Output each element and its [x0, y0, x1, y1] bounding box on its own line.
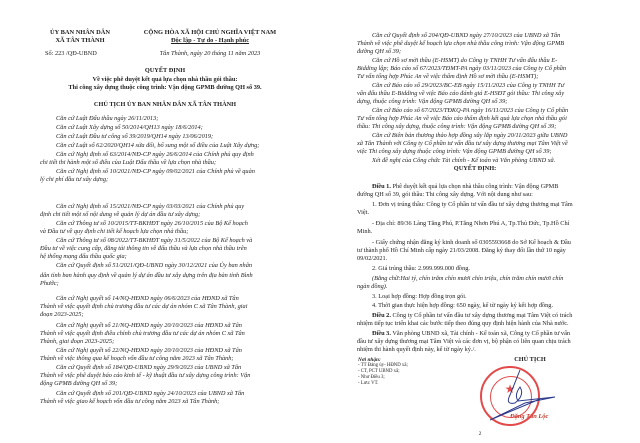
basis-line: dân tỉnh ban hành quy định về quản lý dự án đầu tư xây dựng trên địa bàn tỉnh Bình	[40, 272, 253, 279]
basis-line: đoạn 2023-2025;	[40, 311, 84, 318]
decision-heading: QUYẾT ĐỊNH:	[453, 165, 497, 172]
basis-line: Thành về việc phê duyệt báo cáo kinh tế - kỹ thuật đầu tư xây dựng công trình: Vận	[40, 372, 251, 379]
basis-line: Căn cứ Báo cáo số 67/2023/TĐKQ-PA ngày 16/11/2023 của Công ty Cổ phần	[372, 107, 569, 114]
article-2	[372, 312, 572, 320]
business-license-line3: 09/02/2021.	[357, 255, 388, 262]
price-in-words: (Bằng chữ:Hai tỷ, chín trăm chín mươi chín triệu, chín trăm chín mươi chín	[372, 275, 564, 282]
article-2-line2: nhiệm tiếp tục triển khai các bước tiếp theo đúng quy định hiện hành của Nhà nước.	[357, 320, 569, 327]
contract-type: 3. Loại hợp đồng: Hợp đồng trọn gói.	[372, 293, 467, 300]
basis-line: xã Tân Thành với Công ty Cổ phần tư vấn đầu tư xây dựng thương mại Tâm Việt về	[357, 140, 568, 147]
winning-price: 2. Giá trúng thầu: 2.999.999.000 đồng.	[372, 265, 470, 272]
place-date: Tân Thành, ngày 20 tháng 11 năm 2023	[159, 50, 261, 57]
contract-duration: 4. Thời gian thực hiện hợp đồng: 650 ngày, kể từ ngày ký kết hợp đồng.	[372, 302, 554, 309]
recipient-item: - TT Đảng ủy- HĐND xã;	[358, 363, 408, 368]
document-number: Số: 223 /QĐ-UBND	[45, 50, 97, 57]
basis-line: việc Thi công xây dựng thuộc công trình: Vận động GPMB đường QH số 39;	[357, 148, 552, 155]
basis-line: vấn đấu thầu E-Bidding về việc Báo cáo đánh giá E-HSĐT gói thầu: Thi công xây	[357, 90, 565, 97]
subject-line1: Về việc phê duyệt kết quả lựa chọn nhà thầu gói thầu:	[92, 76, 238, 83]
basis-line: động GPMB đường QH số 39;	[40, 380, 118, 387]
basis-line: Tư vấn tổng hợp Phúc An về việc thẩm định Hồ sơ mời thầu (E-HSMT);	[357, 73, 539, 80]
doc-type-title: QUYẾT ĐỊNH	[144, 67, 186, 74]
official-seal-icon: ★	[480, 366, 540, 426]
basis-line: Căn cứ Luật Đầu tư công số 39/2019/QH14 ngày 13/06/2019;	[56, 133, 214, 140]
handwritten-signature-icon	[470, 365, 570, 425]
basis-line: Căn cứ Quyết định số 51/2021/QĐ-UBND ngày 30/12/2021 của Ủy ban nhân	[56, 262, 252, 269]
basis-line: Căn cứ Nghị quyết số 14/NQ-HĐND ngày 06/6/2023 của HĐND xã Tân	[56, 295, 239, 302]
basis-line: Căn cứ Nghị định số 15/2021/NĐ-CP ngày 03/03/2021 của Chính phủ quy	[56, 203, 245, 210]
page-number: 2	[478, 431, 482, 437]
article-1-line2: đường QH số 39, gói thầu: Thi công xây dựng. Với nội dung như sau:	[357, 191, 533, 198]
recipient-item: - CT, PCT UBND xã;	[358, 369, 400, 374]
winning-bidder-line2: Việt.	[357, 209, 370, 216]
recipient-item: - Lưu: VT.	[358, 381, 379, 386]
basis-line: định chi tiết một số nội dung về quản lý dự án đầu tư xây dựng;	[40, 211, 201, 218]
basis-line: và Đầu tư về quy định chi tiết kế hoạch lựa chọn nhà thầu;	[40, 228, 189, 235]
winning-bidder: 1. Đơn vị trúng thầu: Công ty Cổ phần tư vấn đầu tư xây dựng thương mại Tâm	[372, 201, 573, 208]
basis-line: Thành, giai đoạn 2023-2025;	[40, 338, 115, 345]
basis-line: Căn cứ Luật số 62/2020/QH14 sửa đổi, bổ sung một số điều của Luật Xây dựng;	[56, 142, 260, 149]
basis-line: Bidding lập; Báo cáo số 67/2023/TĐMT-PA ngày 03/11/2023 của Công ty Cổ phần	[357, 65, 567, 72]
basis-line: Căn cứ Nghị định số 63/2014/NĐ-CP ngày 26/6/2014 của Chính phủ quy định	[56, 151, 254, 158]
basis-line: Căn cứ Nghị quyết số 22/NQ-HĐND ngày 20/10/2023 của HĐND xã Tân	[56, 347, 242, 354]
basis-line: Căn cứ Luật Xây dựng số 50/2014/QH13 ngày 18/6/2014;	[56, 124, 203, 131]
article-2-label: Điều 2.	[372, 312, 391, 319]
article-3	[372, 330, 570, 338]
basis-line: thầu: Thi công xây dựng, thuộc công trình: Vận động GPMB đường QH số 39;	[357, 123, 557, 130]
basis-line: dựng, thuộc công trình: Vận động GPMB đường QH số 39;	[357, 98, 508, 105]
basis-line: Thành về việc quyết định điều chỉnh chủ trương đầu tư các dự án nhóm C xã Tân	[40, 330, 245, 337]
basis-line: Căn cứ Nghị quyết số 21/NQ-HĐND ngày 20/10/2023 của HĐND xã Tân	[56, 322, 242, 329]
basis-line: đường QH số 39;	[357, 48, 402, 55]
basis-line: Tư vấn tổng hợp Phúc An về việc Báo cáo thẩm định kết quả lựa chọn nhà thầu gói	[357, 115, 567, 122]
org-name-line1: ỦY BAN NHÂN DÂN	[50, 29, 110, 36]
signer-name: Đặng Tấn Lộc	[510, 413, 549, 420]
article-3-line3: nhiệm thi hành quyết định này, kể từ ngày ký./.	[357, 346, 476, 353]
article-2-text: Công ty Cổ phần tư vấn đầu tư xây dựng thương mại Tâm Việt có trách	[390, 312, 573, 319]
article-3-text: Văn phòng UBND xã, Tài chính - Kế toán xã, Công ty Cổ phần tư vấn	[390, 330, 571, 337]
price-in-words-line2: ngàn đồng).	[357, 283, 388, 290]
basis-line: Căn cứ Luật Đấu thầu ngày 26/11/2013;	[56, 115, 159, 122]
motto: Độc lập - Tự do - Hạnh phúc	[170, 37, 250, 44]
article-3-label: Điều 3.	[372, 330, 391, 337]
nation-title: CỘNG HÒA XÃ HỘI CHỦ NGHĨA VIỆT NAM	[143, 29, 277, 36]
bidder-address-line2: Minh.	[357, 228, 373, 235]
basis-line: Căn cứ Thông tư số 08/2022/TT-BKHĐT ngày 31/5/2022 của Bộ Kế hoạch và	[56, 237, 253, 244]
basis-line: chi tiết thi hành một số điều của Luật Đấu thầu về lựa chọn nhà thầu;	[40, 159, 217, 166]
basis-line: Thành về việc giao kế hoạch vốn đầu tư công năm 2023 xã Tân Thành;	[40, 398, 220, 405]
basis-line: Căn cứ Quyết định số 184/QĐ-UBND ngày 29/9/2023 của UBND xã Tân	[56, 364, 242, 371]
basis-line: Phước;	[40, 280, 59, 287]
basis-line: lý chi phí đầu tư xây dựng;	[40, 176, 109, 183]
basis-line: Căn cứ Nghị định số 10/2021/NĐ-CP ngày 09/02/2021 của Chính phủ về quản	[56, 168, 255, 175]
basis-line: hệ thống mạng đấu thầu quốc gia;	[40, 253, 127, 260]
basis-line: Căn cứ Biên bản thương thảo hợp đồng xây lắp ngày 20/11/2023 giữa UBND	[372, 132, 568, 139]
signer-title: CHỦ TỊCH	[514, 356, 546, 363]
org-name-line2: XÃ TÂN THÀNH	[55, 37, 105, 44]
subject-line2: Thi công xây dựng thuộc công trình: Vận động GPMB đường QH số 39.	[68, 84, 262, 91]
basis-line: Đầu tư về việc cung cấp, đăng tải thông tin về đấu thầu và lựa chọn nhà thầu trên	[40, 245, 247, 252]
article-1	[372, 183, 558, 191]
basis-line: Thành về việc phê duyệt kế hoạch lựa chọn nhà thầu công trình: Vận động GPMB	[357, 40, 565, 47]
authority-title: CHỦ TỊCH ỦY BAN NHÂN DÂN XÃ TÂN THÀNH	[93, 101, 237, 108]
basis-line: Xét đề nghị của Công chức Tài chính - Kế toán và Văn phòng UBND xã.	[372, 157, 556, 164]
basis-line: Căn cứ Hồ sơ mời thầu (E-HSMT) do Công ty TNHH Tư vấn đấu thầu E-	[372, 57, 558, 64]
article-1-label: Điều 1.	[372, 183, 391, 190]
business-license-line2: tư thành phố Hồ Chí Minh cấp ngày 21/03/2008. Đăng ký thay đổi lần thứ 10 ngày	[357, 247, 566, 254]
basis-line: Căn cứ Báo cáo số 29/2023/BC-EB ngày 15/11/2023 của Công ty TNHH Tư	[372, 82, 565, 89]
basis-line: Thành về việc thông qua kế hoạch vốn đầu tư công năm 2023 xã Tân Thành;	[40, 355, 234, 362]
basis-line: Căn cứ Quyết định số 204/QĐ-UBND ngày 27/10/2023 của UBND xã Tân	[372, 32, 561, 39]
basis-line: Căn cứ Thông tư số 10/2015/TT-BKHĐT ngày 26/10/2015 của Bộ Kế hoạch	[56, 220, 248, 227]
recipients-label: Nơi nhận:	[358, 357, 381, 363]
business-license: - Giấy chứng nhận đăng ký kinh doanh số 0305593668 do Sở Kế hoạch & Đầu	[372, 239, 571, 246]
basis-line: Thành về việc quyết định chủ trương đầu tư các dự án nhóm C xã Tân Thành, giai	[40, 303, 248, 310]
article-3-line2: đầu tư xây dựng thương mại Tâm Việt và các đơn vị, bộ phận có liên quan chịu trách	[357, 338, 571, 345]
article-1-text: Phê duyệt kết quả lựa chọn nhà thầu công trình: Vận động GPMB	[390, 183, 559, 190]
recipient-item: - Như Điều 3;	[358, 375, 385, 380]
bidder-address: - Địa chỉ: 89/36 Làng Tăng Phú, P.Tăng Nhơn Phú A, Tp.Thủ Đức, Tp.Hồ Chí	[372, 220, 570, 227]
basis-line: Căn cứ Quyết định số 201/QĐ-UBND ngày 24/10/2023 của UBND xã Tân	[56, 390, 245, 397]
